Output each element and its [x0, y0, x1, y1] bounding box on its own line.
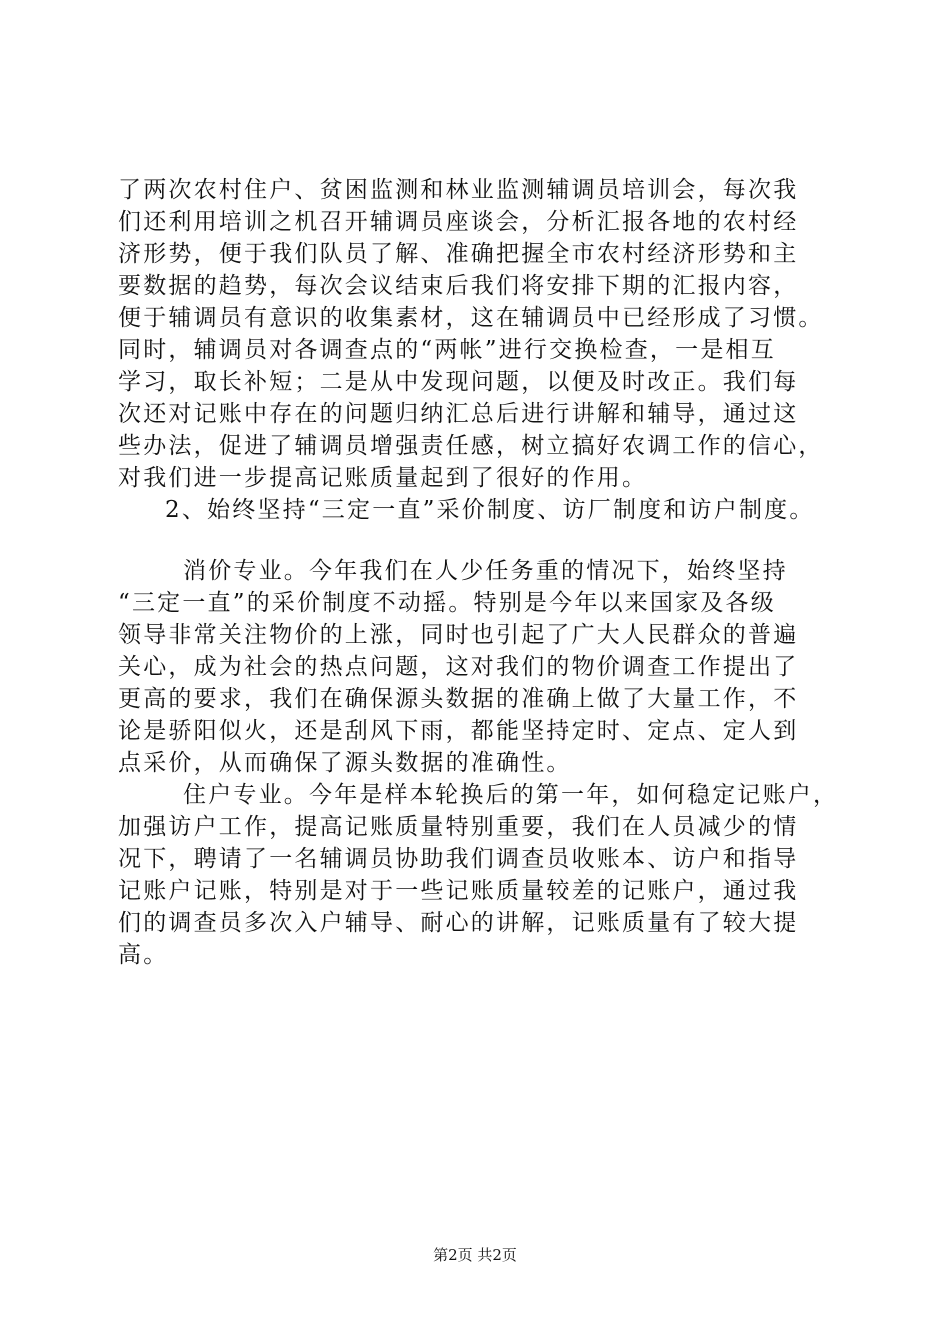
text-line: 便于辅调员有意识的收集素材，这在辅调员中已经形成了习惯。: [118, 305, 824, 331]
text-line: 点采价，从而确保了源头数据的准确性。: [118, 750, 572, 776]
text-line: “三定一直”的采价制度不动摇。特别是今年以来国家及各级: [118, 590, 776, 616]
text-line: 要数据的趋势，每次会议结束后我们将安排下期的汇报内容，: [118, 273, 799, 299]
text-line: 消价专业。今年我们在人少任务重的情况下，始终坚持: [183, 558, 788, 584]
text-line: 学习，取长补短；二是从中发现问题，以便及时改正。我们每: [118, 369, 799, 395]
section-heading: 2、始终坚持“三定一直”采价制度、访厂制度和访户制度。: [165, 497, 815, 523]
text-line: 次还对记账中存在的问题归纳汇总后进行讲解和辅导，通过这: [118, 401, 799, 427]
text-line: 了两次农村住户、贫困监测和林业监测辅调员培训会，每次我: [118, 177, 799, 203]
text-line: 记账户记账，特别是对于一些记账质量较差的记账户，通过我: [118, 878, 799, 904]
text-line: 领导非常关注物价的上涨，同时也引起了广大人民群众的普遍: [118, 622, 799, 648]
text-line: 论是骄阳似火，还是刮风下雨，都能坚持定时、定点、定人到: [118, 718, 799, 744]
text-line: 对我们进一步提高记账质量起到了很好的作用。: [118, 465, 648, 491]
text-line: 济形势，便于我们队员了解、准确把握全市农村经济形势和主: [118, 241, 799, 267]
text-line: 们的调查员多次入户辅导、耐心的讲解，记账质量有了较大提: [118, 910, 799, 936]
text-line: 高。: [118, 942, 169, 968]
page-footer: 第2页 共2页: [433, 1246, 517, 1264]
text-line: 们还利用培训之机召开辅调员座谈会，分析汇报各地的农村经: [118, 209, 799, 235]
text-line: 住户专业。今年是样本轮换后的第一年，如何稳定记账户，: [183, 782, 839, 808]
text-line: 加强访户工作，提高记账质量特别重要，我们在人员减少的情: [118, 814, 799, 840]
text-line: 关心，成为社会的热点问题，这对我们的物价调查工作提出了: [118, 654, 799, 680]
text-line: 更高的要求，我们在确保源头数据的准确上做了大量工作，不: [118, 686, 799, 712]
text-line: 同时，辅调员对各调查点的“两帐”进行交换检查，一是相互: [118, 337, 776, 363]
text-line: 些办法，促进了辅调员增强责任感，树立搞好农调工作的信心，: [118, 433, 824, 459]
text-line: 况下，聘请了一名辅调员协助我们调查员收账本、访户和指导: [118, 846, 799, 872]
